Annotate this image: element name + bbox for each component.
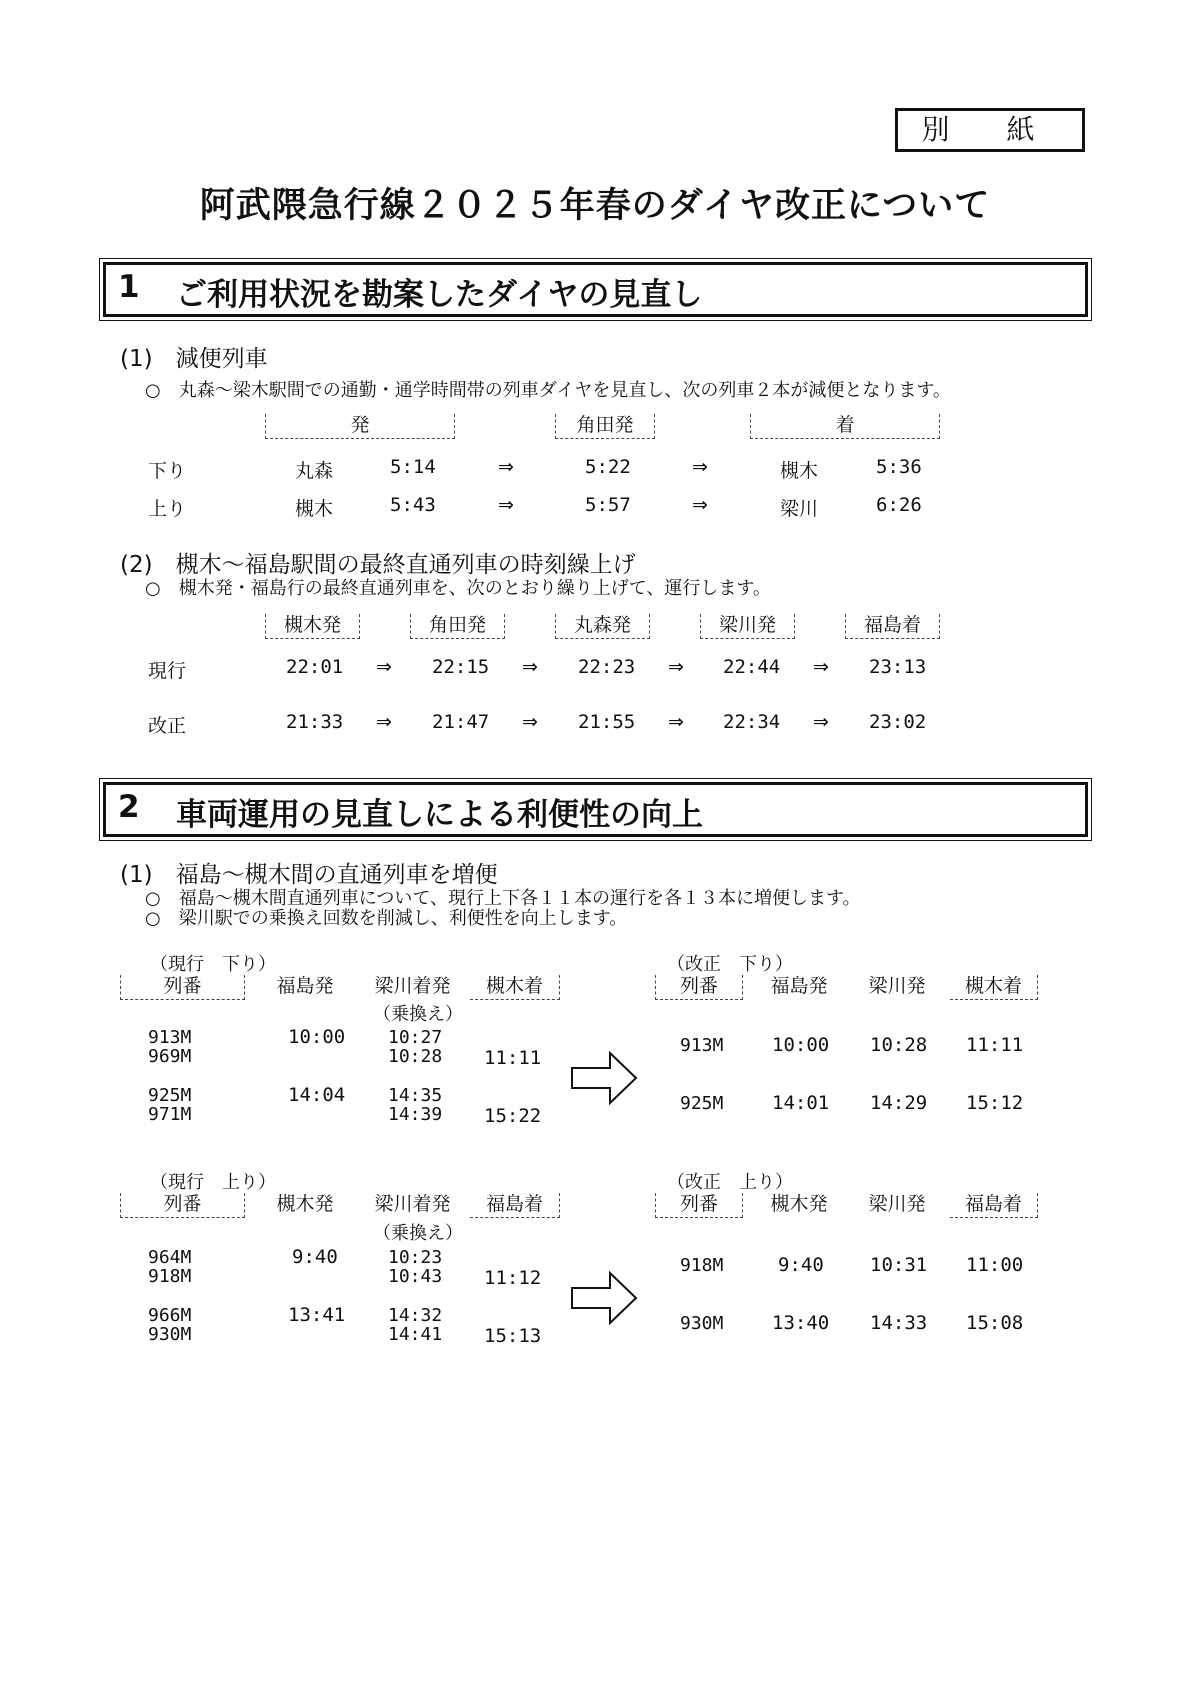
arr-time: 5:36 [876, 456, 922, 478]
mid-time: 14:35 [388, 1085, 443, 1106]
time-cell: 22:01 [286, 656, 344, 678]
arr-time: 11:11 [484, 1047, 542, 1069]
from-station: 槻木 [295, 498, 334, 520]
train-number: 964M [148, 1247, 192, 1268]
hdr-mid: 梁川発 [868, 1193, 926, 1215]
col-header-tsukinoki-dep: 槻木発 [265, 614, 360, 639]
up-new-label: （改正 上り） [667, 1172, 793, 1193]
hdr-arr: 福島着 [950, 1193, 1038, 1218]
hdr-dep: 福島発 [276, 975, 334, 997]
train-number: 913M [680, 1035, 724, 1056]
arr-time: 11:11 [966, 1034, 1024, 1056]
col-header-marumori-dep: 丸森発 [555, 614, 650, 639]
mid-time: 14:41 [388, 1324, 443, 1345]
kakuda-time: 5:57 [585, 494, 631, 516]
section-1-heading [103, 262, 1088, 317]
up-current-label: （現行 上り） [150, 1172, 276, 1193]
col-header-departure: 発 [265, 414, 455, 439]
kakuda-time: 5:22 [585, 456, 631, 478]
section-2-heading [103, 782, 1088, 837]
sub-1-2-bullet: ○ 槻木発・福島行の最終直通列車を、次のとおり繰り上げて、運行します。 [145, 578, 771, 599]
train-number: 918M [148, 1266, 192, 1287]
time-cell: 22:44 [723, 656, 781, 678]
mid-time: 14:39 [388, 1104, 443, 1125]
hdr-arr: 福島着 [470, 1193, 560, 1218]
from-station: 丸森 [295, 460, 334, 482]
arr-time: 11:00 [966, 1254, 1024, 1276]
hdr-arr: 槻木着 [470, 975, 560, 1000]
hdr-mid: 梁川着発 [374, 975, 451, 997]
col-header-kakuda-dep: 角田発 [410, 614, 505, 639]
mid-time: 10:43 [388, 1266, 443, 1287]
train-number: 913M [148, 1027, 192, 1048]
transfer-note: （乗換え） [373, 1004, 463, 1025]
mid-time: 14:33 [870, 1312, 928, 1334]
hdr-train-number: 列番 [655, 975, 743, 1000]
col-header-arrival: 着 [750, 414, 940, 439]
time-cell: 22:15 [432, 656, 490, 678]
time-cell: 21:47 [432, 711, 490, 733]
arrow-icon: ⇒ [498, 494, 514, 516]
big-right-arrow-icon [570, 1050, 640, 1106]
dep-time: 10:00 [288, 1026, 346, 1048]
train-number: 971M [148, 1104, 192, 1125]
attachment-tag: 別 紙 [895, 108, 1085, 152]
arrow-icon: ⇒ [376, 656, 392, 678]
train-number: 925M [680, 1093, 724, 1114]
train-number: 930M [680, 1313, 724, 1334]
arrow-icon: ⇒ [668, 711, 684, 733]
dep-time: 9:40 [292, 1246, 338, 1268]
row-label: 現行 [148, 660, 187, 682]
train-number: 918M [680, 1255, 724, 1276]
mid-time: 14:32 [388, 1305, 443, 1326]
arrow-icon: ⇒ [692, 494, 708, 516]
train-number: 969M [148, 1046, 192, 1067]
section-2-title: 車両運用の見直しによる利便性の向上 [176, 797, 703, 833]
hdr-train-number: 列番 [655, 1193, 743, 1218]
dep-time: 5:14 [390, 456, 436, 478]
sub-1-1-title: (1) 減便列車 [120, 346, 268, 372]
hdr-train-number: 列番 [120, 1193, 245, 1218]
arrow-icon: ⇒ [668, 656, 684, 678]
dep-time: 14:01 [772, 1092, 830, 1114]
hdr-mid: 梁川発 [868, 975, 926, 997]
page-title: 阿武隈急行線２０２５年春のダイヤ改正について [199, 186, 991, 226]
dep-time: 13:40 [772, 1312, 830, 1334]
hdr-arr: 槻木着 [950, 975, 1038, 1000]
arrow-icon: ⇒ [813, 711, 829, 733]
time-cell: 21:55 [578, 711, 636, 733]
time-cell: 21:33 [286, 711, 344, 733]
sub-2-1-bullet-2: ○ 梁川駅での乗換え回数を削減し、利便性を向上します。 [145, 908, 628, 929]
dep-time: 5:43 [390, 494, 436, 516]
section-1-title: ご利用状況を勘案したダイヤの見直し [176, 277, 703, 313]
arrow-icon: ⇒ [498, 456, 514, 478]
row-label: 上り [148, 498, 187, 520]
train-number: 925M [148, 1085, 192, 1106]
to-station: 梁川 [780, 498, 819, 520]
dep-time: 10:00 [772, 1034, 830, 1056]
row-label: 下り [148, 460, 187, 482]
col-header-yanagawa-dep: 梁川発 [700, 614, 795, 639]
mid-time: 10:28 [870, 1034, 928, 1056]
dep-time: 9:40 [778, 1254, 824, 1276]
sub-2-1-title: (1) 福島～槻木間の直通列車を増便 [120, 862, 498, 888]
down-current-label: （現行 下り） [150, 954, 276, 975]
arr-time: 15:13 [484, 1325, 542, 1347]
hdr-dep: 槻木発 [276, 1193, 334, 1215]
arrow-icon: ⇒ [522, 656, 538, 678]
time-cell: 23:13 [869, 656, 927, 678]
time-cell: 23:02 [869, 711, 927, 733]
down-new-label: （改正 下り） [667, 954, 793, 975]
section-1-number: 1 [118, 269, 140, 305]
big-right-arrow-icon [570, 1270, 640, 1326]
arr-time: 15:08 [966, 1312, 1024, 1334]
time-cell: 22:23 [578, 656, 636, 678]
hdr-train-number: 列番 [120, 975, 245, 1000]
col-header-fukushima-arr: 福島着 [845, 614, 940, 639]
to-station: 槻木 [780, 460, 819, 482]
col-header-kakuda: 角田発 [555, 414, 655, 439]
arr-time: 15:22 [484, 1105, 542, 1127]
section-2-number: 2 [118, 789, 140, 825]
mid-time: 10:31 [870, 1254, 928, 1276]
train-number: 966M [148, 1305, 192, 1326]
transfer-note: （乗換え） [373, 1223, 463, 1244]
mid-time: 10:23 [388, 1247, 443, 1268]
sub-2-1-bullet-1: ○ 福島～槻木間直通列車について、現行上下各１１本の運行を各１３本に増便します。 [145, 888, 861, 909]
dep-time: 14:04 [288, 1084, 346, 1106]
arrow-icon: ⇒ [813, 656, 829, 678]
time-cell: 22:34 [723, 711, 781, 733]
mid-time: 10:27 [388, 1027, 443, 1048]
mid-time: 10:28 [388, 1046, 443, 1067]
hdr-mid: 梁川着発 [374, 1193, 451, 1215]
sub-1-1-bullet: ○ 丸森～梁木駅間での通勤・通学時間帯の列車ダイヤを見直し、次の列車２本が減便となります。 [145, 380, 951, 401]
row-label: 改正 [148, 715, 187, 737]
arr-time: 6:26 [876, 494, 922, 516]
arr-time: 11:12 [484, 1267, 542, 1289]
hdr-dep: 福島発 [770, 975, 828, 997]
sub-1-2-title: (2) 槻木～福島駅間の最終直通列車の時刻繰上げ [120, 552, 636, 578]
arr-time: 15:12 [966, 1092, 1024, 1114]
train-number: 930M [148, 1324, 192, 1345]
hdr-dep: 槻木発 [770, 1193, 828, 1215]
arrow-icon: ⇒ [692, 456, 708, 478]
dep-time: 13:41 [288, 1304, 346, 1326]
mid-time: 14:29 [870, 1092, 928, 1114]
arrow-icon: ⇒ [522, 711, 538, 733]
arrow-icon: ⇒ [376, 711, 392, 733]
